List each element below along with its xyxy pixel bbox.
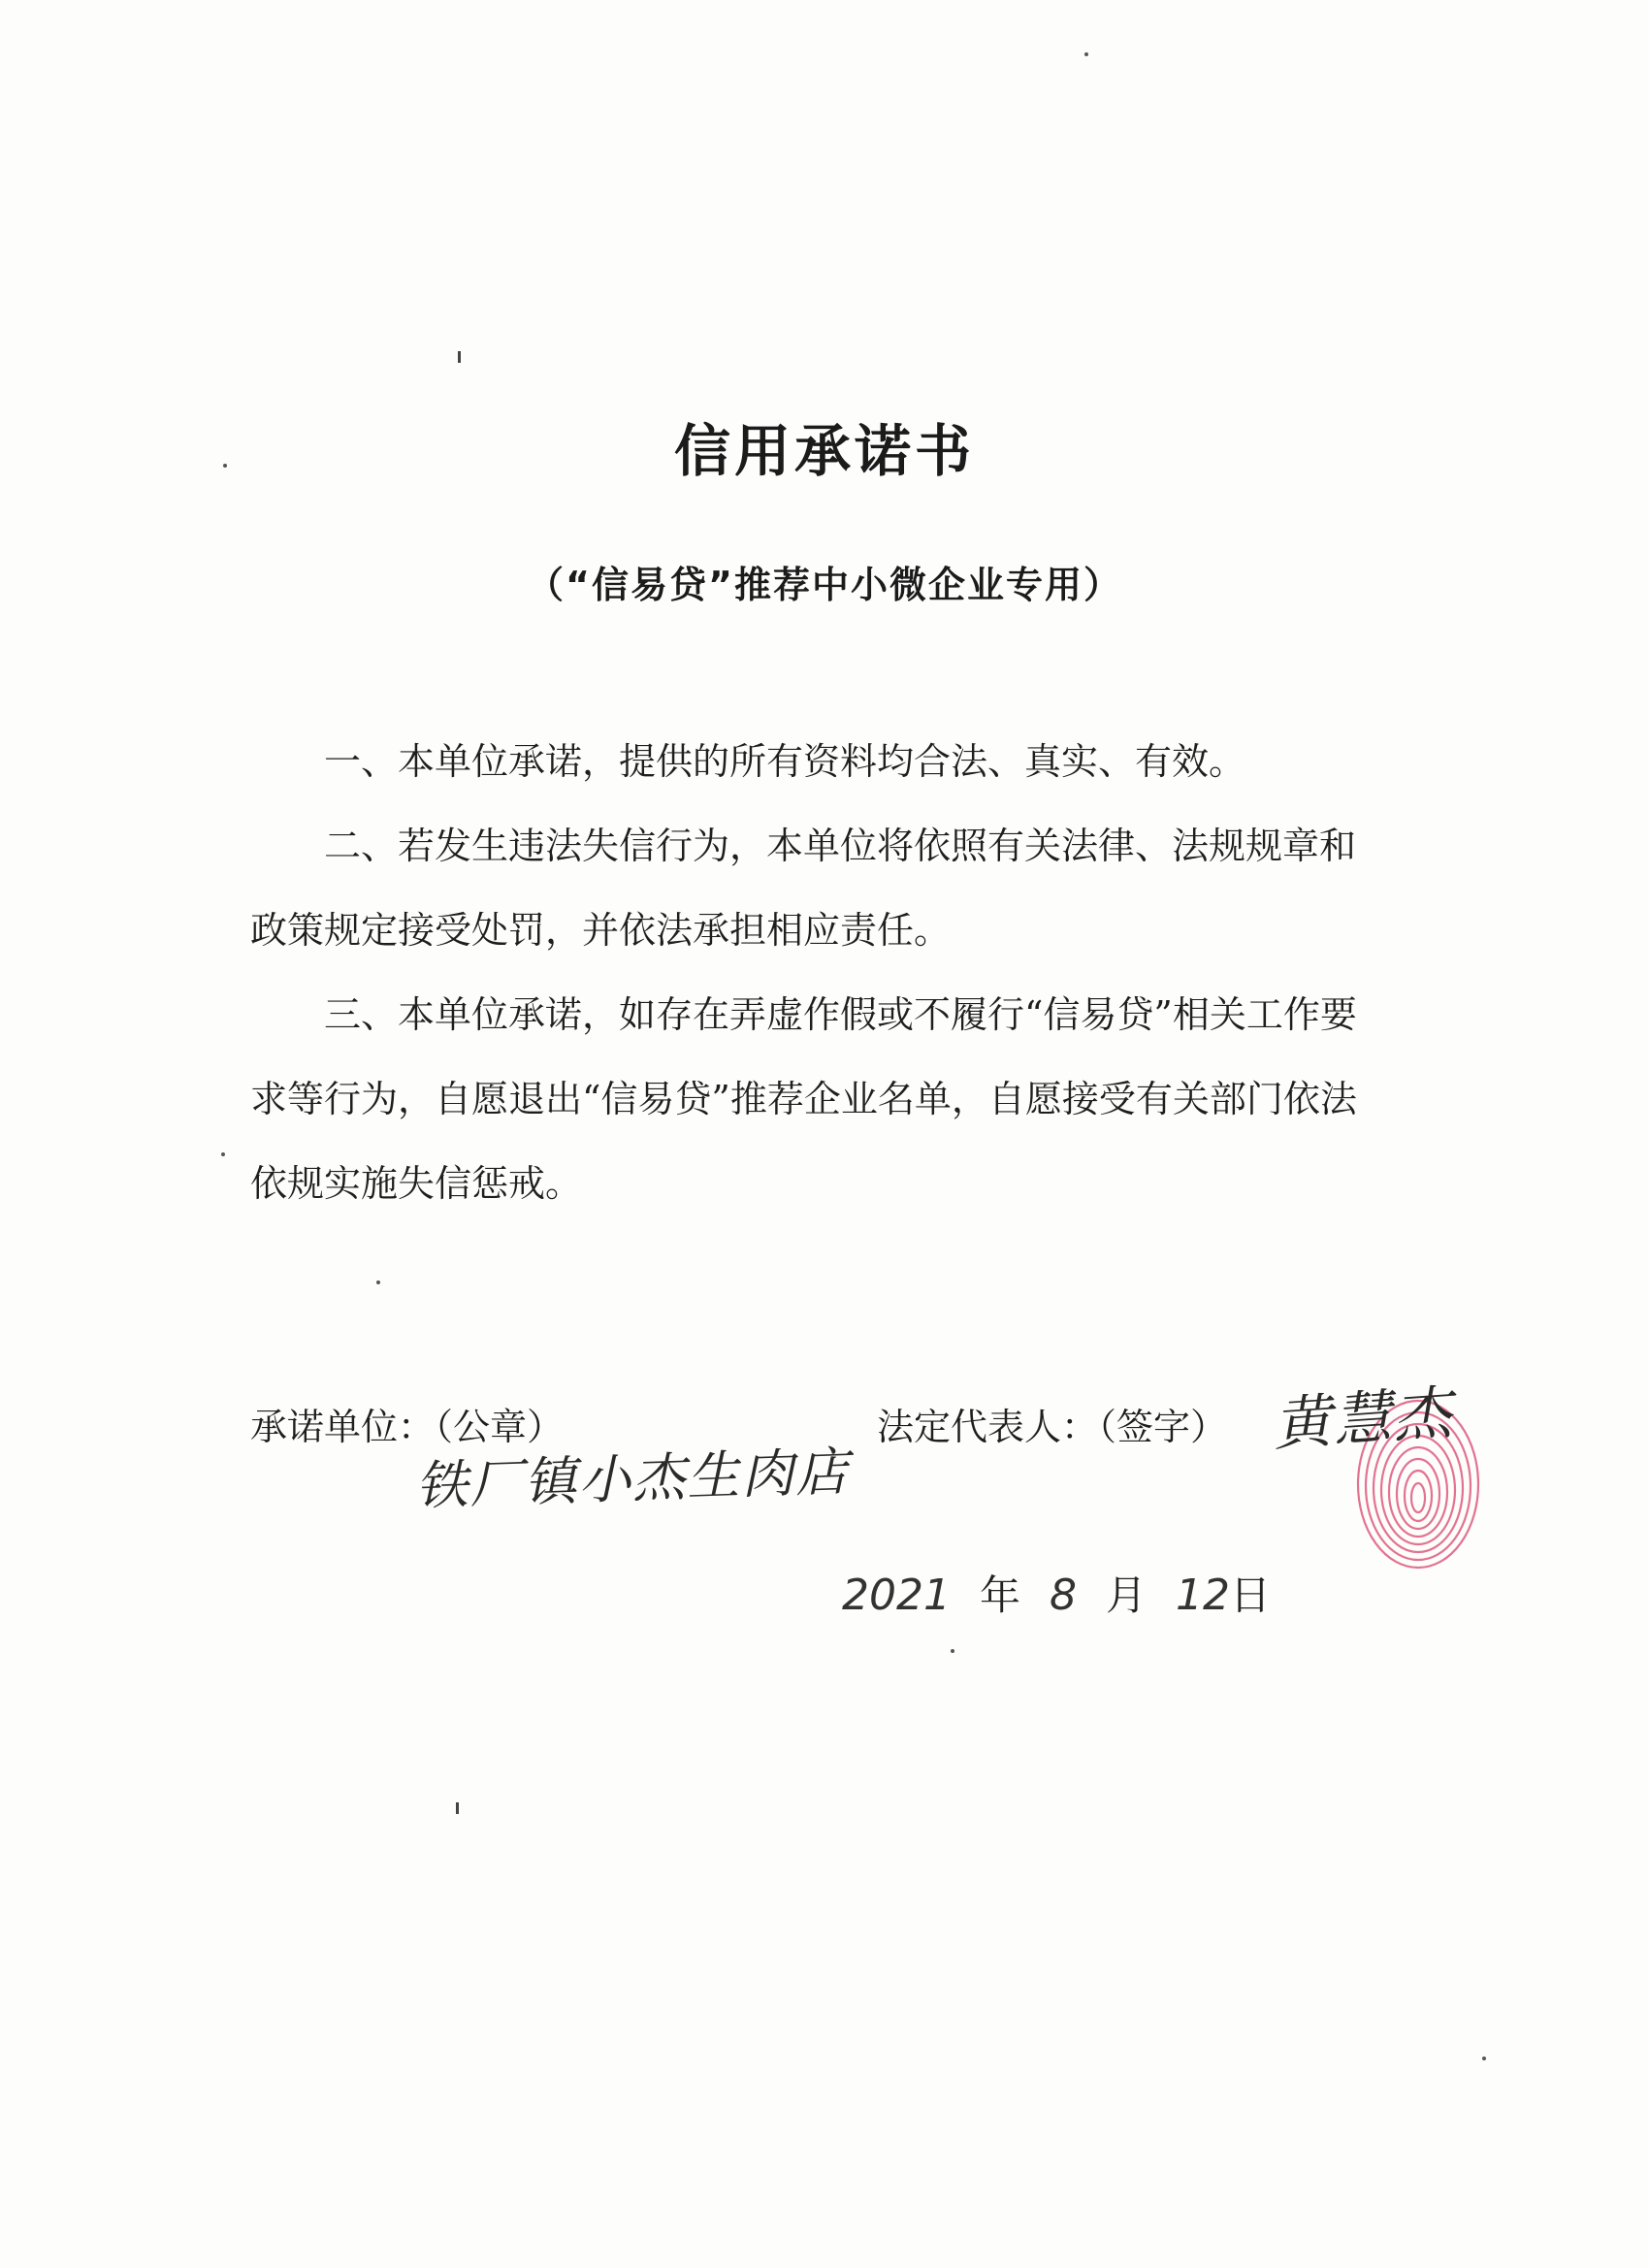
scan-speck	[458, 351, 461, 363]
scan-speck	[951, 1649, 954, 1653]
date-month-label: 月	[1106, 1571, 1148, 1619]
document-subtitle: （“信易贷”推荐中小微企业专用）	[527, 564, 1122, 606]
scan-speck	[376, 1280, 380, 1284]
date-year-label: 年	[979, 1571, 1020, 1619]
date-year: 2021	[842, 1571, 951, 1620]
commitment-clause-3: 三、本单位承诺，如存在弄虚作假或不履行“信易贷”相关工作要求等行为，自愿退出“信易贷”推荐企业名单，自愿接受有关部门依法依规实施失信惩戒。	[250, 993, 1357, 1205]
representative-label: 法定代表人：（签字）	[877, 1406, 1228, 1448]
signing-date	[842, 1564, 1271, 1622]
date-day: 12	[1176, 1571, 1231, 1620]
scan-speck	[221, 1152, 225, 1156]
commitment-clause-1: 一、本单位承诺，提供的所有资料均合法、真实、有效。	[324, 740, 1246, 783]
date-day-label: 日	[1230, 1571, 1272, 1619]
commitment-clause-2: 二、若发生违法失信行为，本单位将依照有关法律、法规规章和政策规定接受处罚，并依法承担相应责任。	[250, 825, 1357, 952]
document-title: 信用承诺书	[673, 418, 975, 484]
scan-speck	[456, 1802, 459, 1814]
scan-speck	[1084, 52, 1088, 56]
date-month: 8	[1050, 1571, 1077, 1620]
representative-signature: 黄慧杰	[1271, 1378, 1456, 1460]
scan-speck	[1482, 2057, 1486, 2060]
unit-seal-label: 承诺单位：（公章）	[250, 1406, 565, 1448]
unit-handwritten-name: 铁厂镇小杰生肉店	[414, 1441, 852, 1517]
commitment-body	[250, 720, 1385, 1226]
